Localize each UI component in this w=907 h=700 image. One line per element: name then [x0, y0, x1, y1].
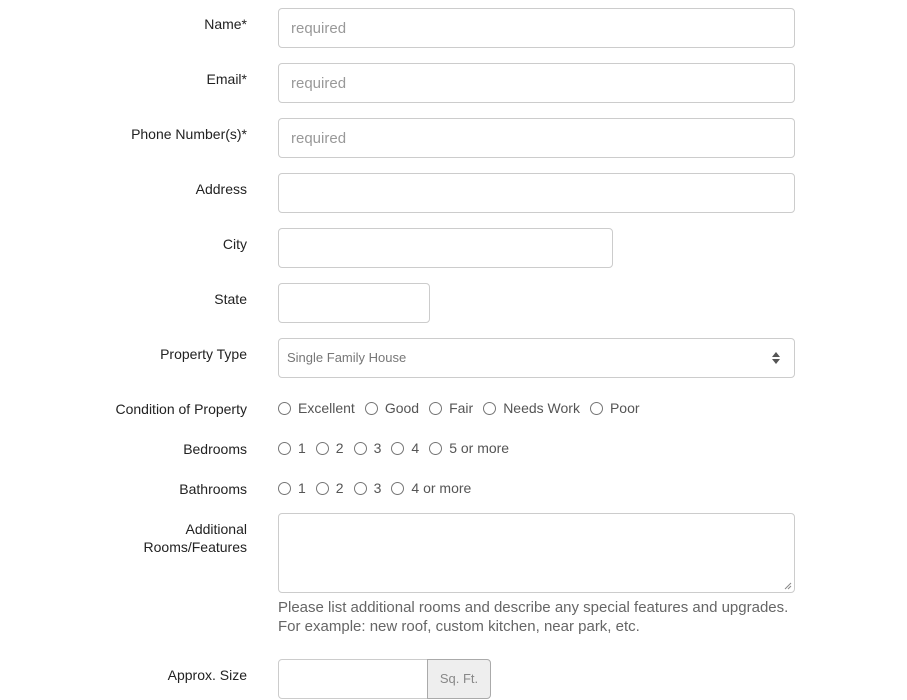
additional-label-line2: Rooms/Features [143, 539, 247, 555]
phone-input[interactable] [278, 118, 795, 158]
radio-button[interactable] [316, 442, 329, 455]
property-type-label: Property Type [160, 346, 247, 362]
additional-help-text: Please list additional rooms and describe any special features and upgrades. For example: new roof, custom kitchen, near park, etc. [278, 599, 789, 635]
radio-button[interactable] [429, 402, 442, 415]
select-arrows-icon [772, 351, 780, 365]
name-input[interactable] [278, 8, 795, 48]
size-input[interactable] [278, 659, 428, 699]
name-label: Name* [204, 16, 247, 32]
condition-option-needs-work[interactable]: Needs Work [483, 400, 580, 416]
radio-button[interactable] [391, 482, 404, 495]
resize-grip-icon[interactable] [784, 582, 792, 590]
condition-radio-group [278, 398, 650, 418]
condition-option-good[interactable]: Good [365, 400, 419, 416]
additional-label [144, 520, 247, 556]
bedrooms-radio-group [278, 438, 519, 458]
bathrooms-radio-group [278, 478, 481, 498]
radio-button[interactable] [278, 442, 291, 455]
radio-button[interactable] [365, 402, 378, 415]
size-label: Approx. Size [167, 667, 247, 683]
city-label: City [222, 236, 247, 252]
address-input[interactable] [278, 173, 795, 213]
state-label: State [214, 291, 247, 307]
bedrooms-option-5-or-more[interactable]: 5 or more [429, 440, 509, 456]
phone-label: Phone Number(s)* [131, 126, 247, 142]
bathrooms-option-3[interactable]: 3 [354, 480, 382, 496]
bedrooms-option-3[interactable]: 3 [354, 440, 382, 456]
bedrooms-option-4[interactable]: 4 [391, 440, 419, 456]
radio-button[interactable] [278, 402, 291, 415]
radio-button[interactable] [316, 482, 329, 495]
condition-option-fair[interactable]: Fair [429, 400, 473, 416]
bathrooms-label: Bathrooms [179, 481, 247, 497]
bedrooms-option-2[interactable]: 2 [316, 440, 344, 456]
property-type-select[interactable] [278, 338, 795, 378]
bathrooms-option-4-or-more[interactable]: 4 or more [391, 480, 471, 496]
additional-label-line1: Additional [185, 521, 247, 537]
condition-option-excellent[interactable]: Excellent [278, 400, 355, 416]
condition-option-poor[interactable]: Poor [590, 400, 640, 416]
state-input[interactable] [278, 283, 430, 323]
bathrooms-option-2[interactable]: 2 [316, 480, 344, 496]
email-label: Email* [206, 71, 247, 87]
radio-button[interactable] [391, 442, 404, 455]
additional-textarea[interactable] [278, 513, 795, 593]
radio-button[interactable] [278, 482, 291, 495]
radio-button[interactable] [354, 482, 367, 495]
condition-label: Condition of Property [115, 401, 247, 417]
radio-button[interactable] [590, 402, 603, 415]
bathrooms-option-1[interactable]: 1 [278, 480, 306, 496]
bedrooms-option-1[interactable]: 1 [278, 440, 306, 456]
radio-button[interactable] [483, 402, 496, 415]
size-unit-addon: Sq. Ft. [427, 659, 491, 699]
city-input[interactable] [278, 228, 613, 268]
email-input[interactable] [278, 63, 795, 103]
property-type-value: Single Family House [287, 350, 407, 365]
radio-button[interactable] [354, 442, 367, 455]
radio-button[interactable] [429, 442, 442, 455]
bedrooms-label: Bedrooms [183, 441, 247, 457]
address-label: Address [195, 181, 247, 197]
